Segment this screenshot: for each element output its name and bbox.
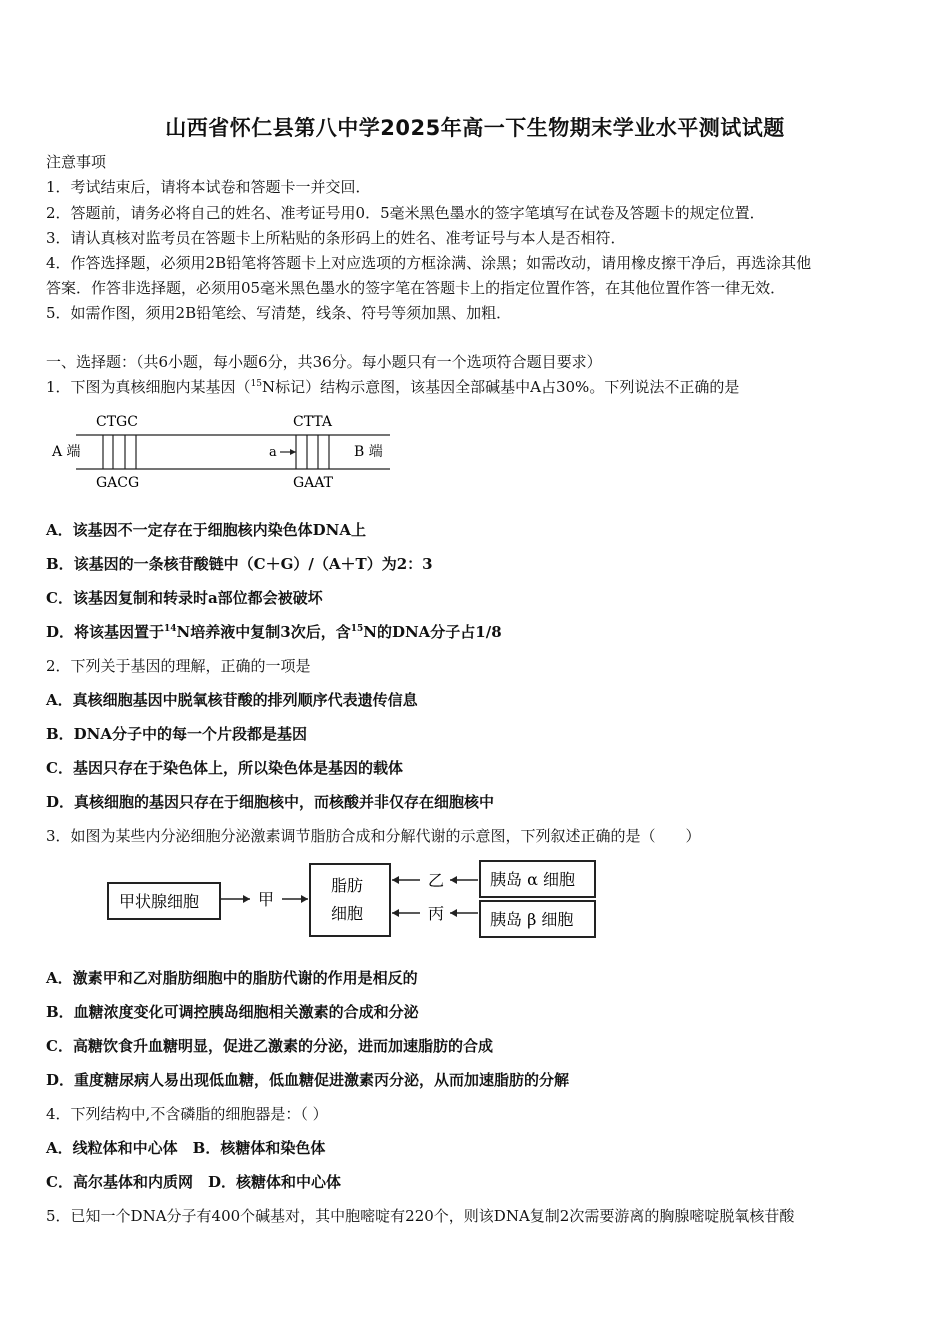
fat-cell-label-1: 脂肪 — [331, 876, 364, 895]
q3-option-d: D．重度糖尿病人易出现低血糖，低血糖促进激素丙分泌，从而加速脂肪的分解 — [46, 1071, 570, 1089]
q3-num: 3． — [46, 827, 71, 845]
notice-item-2: 2．答题前，请务必将自己的姓名、准考证号用0．5毫米黑色墨水的签字笔填写在试卷及答题卡的规定位置． — [46, 204, 765, 222]
bottom-right-bases: GAAT — [293, 475, 333, 491]
q3-stem — [46, 826, 701, 846]
islet-alpha-label: 胰岛 α 细胞 — [490, 870, 575, 889]
q1-stem-b: N标记）结构示意图，该基因全部碱基中A占30%。下列说法不正确的是 — [262, 378, 740, 396]
notice-item-4-cont: 答案．作答非选择题，必须用05毫米黑色墨水的签字笔在答题卡上的指定位置作答，在其他位置作答一律无效． — [46, 279, 786, 297]
q1-option-d-c: N的DNA分子占1/8 — [363, 623, 502, 641]
q4-num: 4． — [46, 1105, 71, 1123]
bottom-left-bases: GACG — [96, 475, 140, 491]
page-title: 山西省怀仁县第八中学2025年高一下生物期末学业水平测试试题 — [165, 116, 785, 140]
q4-stem — [46, 1104, 328, 1124]
a-end-label: A 端 — [52, 444, 81, 460]
q2-stem — [46, 656, 311, 676]
q4-stem-text: 下列结构中,不含磷脂的细胞器是：（ ） — [70, 1105, 328, 1123]
q1-option-d — [46, 622, 502, 642]
q1-option-d-sup14: 14 — [164, 624, 177, 634]
notice-item-3: 3．请认真核对监考员在答题卡上所粘贴的条形码上的姓名、准考证号与本人是否相符． — [46, 229, 626, 247]
notice-item-4: 4．作答选择题，必须用2B铅笔将答题卡上对应选项的方框涂满、涂黑；如需改动，请用橡皮擦干净后，再选涂其他 — [46, 254, 812, 272]
q1-num: 1． — [46, 378, 71, 396]
q1-option-a: A．该基因不一定存在于细胞核内染色体DNA上 — [46, 521, 366, 539]
hormone-bing-label: 丙 — [428, 904, 445, 923]
q5-stem — [46, 1206, 794, 1226]
q2-stem-text: 下列关于基因的理解，正确的一项是 — [70, 657, 311, 675]
q2-num: 2． — [46, 657, 71, 675]
q4-options-cd: C．高尔基体和内质网 D．核糖体和中心体 — [46, 1173, 341, 1191]
q3-option-c: C．高糖饮食升血糖明显，促进乙激素的分泌，进而加速脂肪的合成 — [46, 1037, 493, 1055]
q1-option-d-sup15: 15 — [350, 624, 364, 634]
islet-beta-label: 胰岛 β 细胞 — [490, 910, 574, 929]
hormone-jia-label: 甲 — [258, 890, 275, 909]
q1-option-d-b: N培养液中复制3次后，含 — [176, 623, 351, 641]
top-left-bases: CTGC — [96, 414, 138, 430]
gene-structure-diagram — [40, 404, 400, 496]
q2-option-d: D．真核细胞的基因只存在于细胞核中，而核酸并非仅存在细胞核中 — [46, 793, 495, 811]
q4-options-ab: A．线粒体和中心体 B．核糖体和染色体 — [46, 1139, 326, 1157]
hormone-yi-label: 乙 — [428, 871, 445, 890]
q3-option-b: B．血糖浓度变化可调控胰岛细胞相关激素的合成和分泌 — [46, 1003, 419, 1021]
b-end-label: B 端 — [354, 444, 383, 460]
site-a-label: a — [269, 445, 277, 460]
q1-sup15: 15 — [250, 379, 263, 389]
q5-num: 5． — [46, 1207, 71, 1225]
q2-option-a: A．真核细胞基因中脱氧核苷酸的排列顺序代表遗传信息 — [46, 691, 418, 709]
q1-option-b: B．该基因的一条核苷酸链中（C＋G）/（A＋T）为2：3 — [46, 555, 433, 573]
thyroid-cell-label: 甲状腺细胞 — [119, 892, 200, 911]
q1-stem-a: 下图为真核细胞内某基因（ — [70, 378, 251, 396]
q2-option-c: C．基因只存在于染色体上，所以染色体是基因的载体 — [46, 759, 403, 777]
notice-heading: 注意事项 — [46, 153, 107, 171]
q2-option-b: B．DNA分子中的每一个片段都是基因 — [46, 725, 308, 743]
section-heading: 一、选择题：（共6小题，每小题6分，共36分。每小题只有一个选项符合题目要求） — [46, 353, 602, 371]
notice-item-5: 5．如需作图，须用2B铅笔绘、写清楚，线条、符号等须加黑、加粗． — [46, 304, 512, 322]
q1-option-c: C．该基因复制和转录时a部位都会被破坏 — [46, 589, 323, 607]
notice-item-1: 1．考试结束后，请将本试卷和答题卡一并交回． — [46, 178, 371, 196]
q3-option-a: A．激素甲和乙对脂肪细胞中的脂肪代谢的作用是相反的 — [46, 969, 418, 987]
q3-stem-text: 如图为某些内分泌细胞分泌激素调节脂肪合成和分解代谢的示意图，下列叙述正确的是（ ） — [70, 827, 701, 845]
fat-cell-label-2: 细胞 — [331, 904, 364, 923]
q1-option-d-a: D．将该基因置于 — [46, 623, 165, 641]
q1-stem — [46, 377, 739, 397]
q5-stem-text: 已知一个DNA分子有400个碱基对，其中胞嘧啶有220个，则该DNA复制2次需要游离的胸腺嘧啶脱氧核苷酸 — [70, 1207, 795, 1225]
top-right-bases: CTTA — [293, 414, 332, 430]
hormone-regulation-diagram — [100, 856, 605, 942]
